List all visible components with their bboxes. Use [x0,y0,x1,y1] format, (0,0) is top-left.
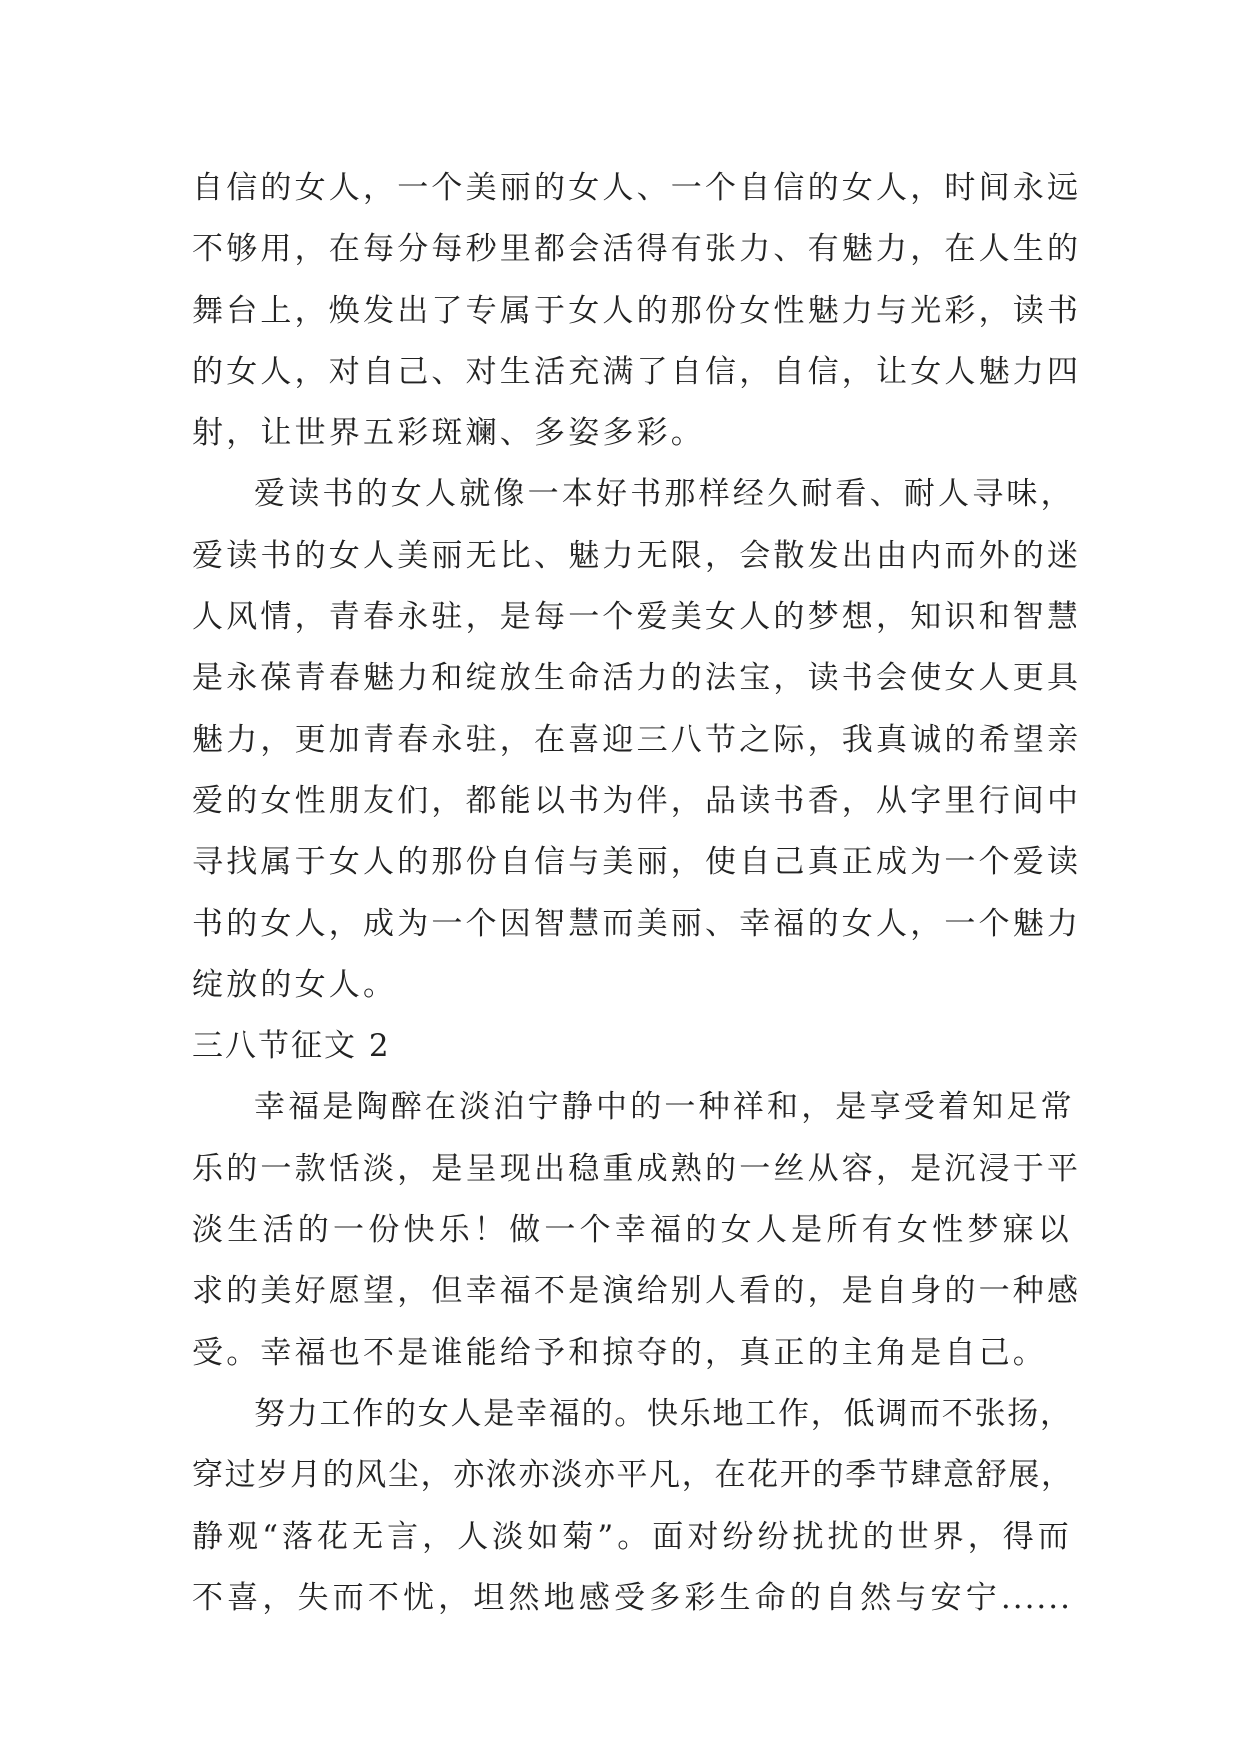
text-line-indented: 努力工作的女人是幸福的。快乐地工作，低调而不张扬， [254,1395,1072,1432]
text-line: 寻找属于女人的那份自信与美丽，使自己真正成为一个爱读 [192,844,1082,881]
text-line: 求的美好愿望，但幸福不是演给别人看的，是自身的一种感 [192,1273,1082,1310]
text-line: 乐的一款恬淡，是呈现出稳重成熟的一丝从容，是沉浸于平 [192,1150,1082,1187]
text-line: 人风情，青春永驻，是每一个爱美女人的梦想，知识和智慧 [192,599,1082,636]
text-line: 淡生活的一份快乐！做一个幸福的女人是所有女性梦寐以 [192,1212,1072,1249]
paragraph [192,464,1082,1016]
text-line: 穿过岁月的风尘，亦浓亦淡亦平凡，在花开的季节肆意舒展， [192,1457,1072,1494]
text-line: 爱读书的女人美丽无比、魅力无限，会散发出由内而外的迷 [192,537,1082,574]
text-line: 绽放的女人。 [192,966,398,1003]
section-heading [192,1016,1072,1077]
text-line: 的女人，对自己、对生活充满了自信，自信，让女人魅力四 [192,353,1082,390]
text-line: 舞台上，焕发出了专属于女人的那份女性魅力与光彩，读书 [192,292,1082,329]
text-line-indented: 幸福是陶醉在淡泊宁静中的一种祥和，是享受着知足常 [254,1089,1075,1126]
document-body [192,158,1082,1629]
text-line: 射，让世界五彩斑斓、多姿多彩。 [192,415,705,452]
paragraph [192,1077,1082,1383]
text-line: 静观“落花无言，人淡如菊”。面对纷纷扰扰的世界，得而 [192,1518,1072,1555]
text-line: 自信的女人，一个美丽的女人、一个自信的女人，时间永远 [192,170,1082,206]
heading-text: 三八节征文 2 [192,1028,391,1065]
text-line: 书的女人，成为一个因智慧而美丽、幸福的女人，一个魅力 [192,905,1082,942]
text-line: 魅力，更加青春永驻，在喜迎三八节之际，我真诚的希望亲 [192,721,1082,758]
paragraph [192,1384,1072,1629]
text-line: 爱的女性朋友们，都能以书为伴，品读书香，从字里行间中 [192,782,1082,819]
text-line: 受。幸福也不是谁能给予和掠夺的，真正的主角是自己。 [192,1334,1047,1371]
text-line: 不够用，在每分每秒里都会活得有张力、有魅力，在人生的 [192,231,1082,268]
paragraph [192,158,1082,464]
text-line: 不喜，失而不忧，坦然地感受多彩生命的自然与安宁...... [192,1579,1072,1616]
text-line-indented: 爱读书的女人就像一本好书那样经久耐看、耐人寻味， [254,476,1075,513]
text-line: 是永葆青春魅力和绽放生命活力的法宝，读书会使女人更具 [192,660,1082,697]
